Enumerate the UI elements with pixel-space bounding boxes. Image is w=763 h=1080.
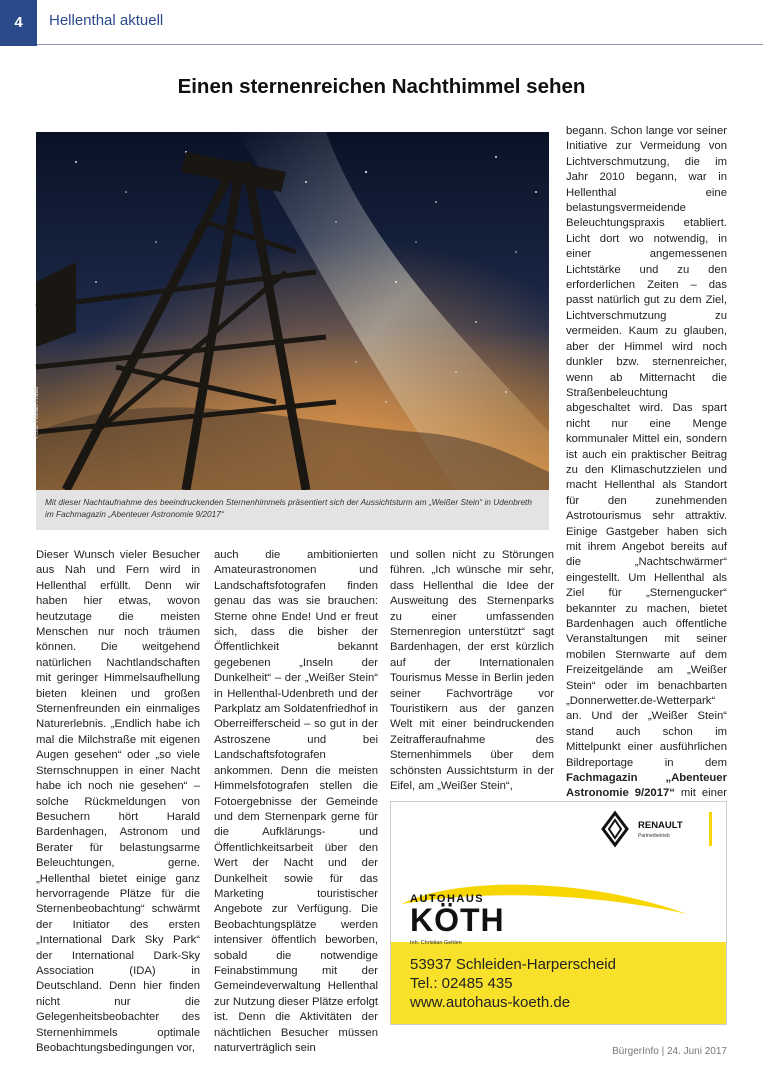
photo-caption: Mit dieser Nachtaufnahme des beeindruckenden Sternenhimmels präsentiert sich der Aussichtsturm am „Weißer Stein“ in Udenbreth im Fachmagazin „Abenteuer Astronomie 9/2017“ xyxy=(36,490,549,530)
renault-brand: RENAULT xyxy=(638,820,683,831)
column-4-text: begann. Schon lange vor seiner Initiative zur Vermeidung von Lichtverschmutzung, die im Jahr 2010 begann, war in Hellenthal eine belastungsvermeidende Beleuchtungspraxis etabliert. Licht dort wo notwendig, in einer angemessenen Lichtstärke und zu den erforderlichen Zeiten – das passt natürlich gut zu dem Ziel, Lichtverschmutzung zu vermeiden. Kaum zu glauben, aber der Himmel wird noch dunkler bzw. sternenreicher, wenn ab Mitternacht die Straßenbeleuchtung abgeschaltet wird. Das spart nicht nur eine Menge kommunaler Mittel ein, sondern ist auch ein praktischer Beitrag zu den Klimaschutzzielen und macht Hellenthal als Standort für den zunehmenden Astrotourismus sehr attraktiv. Einige Gastgeber haben sich mit ihrem Angebot bereits auf die „Nachtschwärmer“ eingestellt. Um Hellenthal als Ziel für „Sternengucker“ bekannter zu machen, bietet Bardenhagen auch öffentliche Veranstaltungen mit seiner mobilen Sternwarte auf dem Freizeitgelände am „Weißer Stein“ oder im benachbarten „Donnerwetter.de-Wetterpark“ an. Und der „Weißer Stein“ stand auch schon im Mittelpunkt einer ausführlichen Bildreportage in dem xyxy=(566,125,727,769)
renault-diamond-icon xyxy=(602,812,628,846)
ad-address: 53937 Schleiden-Harperscheid xyxy=(410,956,616,973)
article-column-3: und sollen nicht zu Störungen führen. „Ich wünsche mir sehr, dass Hellenthal die Idee der Ausweitung des Sternenparks zu einer umfassenden Sternenregion unterstützt“ sagt Bardenhagen, der erst kürzlich auf der Internationalen Tourismus Messe in Berlin jeden seiner Fachvorträge vor Touristikern aus der ganzen Welt mit einer beindruckenden Zeitrafferaufnahme des Sternenhimmels über dem schönsten Aussichtsturm in der Eifel, am „Weißer Stein“, xyxy=(390,549,554,793)
ad-website[interactable]: www.autohaus-koeth.de xyxy=(410,994,571,1011)
night-sky-photo xyxy=(36,132,549,490)
page-number: 4 xyxy=(0,0,37,46)
renault-logo xyxy=(602,812,712,848)
renault-partner: Partnerbetrieb xyxy=(638,833,670,839)
koeth-logo-text: KÖTH xyxy=(410,902,505,938)
autohaus-label: AUTOHAUS xyxy=(410,893,485,905)
owner-name: Inh. Christian Gehlen xyxy=(410,940,462,946)
article-column-2: auch die ambitionierten Amateurastronomen und Landschaftsfotografen finden genau das was sie brauchen: Sterne ohne Ende! Und er freut sich, dass die bisher der Öffentlichkeit bekannt gegebenen „Inseln der Dunkelheit“ – der „Weißer Stein“ in Hellenthal-Udenbreth und der Parkplatz am Soldatenfriedhof in Oberreifferscheid – so gut in der Astroszene und bei Landschaftsfotografen ankommen. Denn die meisten Himmelsfotografen stellen die Fotoergebnisse der Gemeinde und dem Sternenpark gerne für die Aufklärungs- und Öffentlichkeitsarbeit über den Wert der Nacht und der Dunkelheit sowie für das Marketing touristischer Angebote zur Verfügung. Die Beobachtungsplätze werden intensiver öffentlich beworben, sobald die notwendige Feinabstimmung mit der Gemeindeverwaltung Hellenthal zur Nutzung dieser Plätze erfolgt ist. Denn die Aktivitäten der nächtlichen Besucher müssen naturverträglich sein xyxy=(214,549,378,1054)
ad-contact xyxy=(410,955,616,1012)
ad-phone[interactable]: Tel.: 02485 435 xyxy=(410,975,513,992)
header-rule xyxy=(37,44,763,45)
article-column-1: Dieser Wunsch vieler Besucher aus Nah und Fern wird in Hellenthal erfüllt. Denn wir haben hier etwas, wovon heutzutage die meisten Menschen nur noch träumen können. Die weitgehend natürlichen Nachtlandschaften mit geringer Himmelsaufhellung bieten kleinen und großen Sternenfreunden ein einmaliges Naturerlebnis. „Endlich habe ich mal die Milchstraße mit eigenen Augen gesehen“ oder „so viele Sternschnuppen in einer Nacht habe ich noch nie gesehen“ – solche Rückmeldungen von Besuchern hört Harald Bardenhagen, Astronom und Berater für belastungsarme Beleuchtungen, gerne. „Hellenthal bietet einige ganz hervorragende Plätze für die Sternenbeobachtung“ schwärmt der Initiator des ersten „International Dark Sky Park“ der International Dark-Sky Association (IDA) in Deutschland. Denn hier finden nicht nur die Gelegenheitsbeobachter des Sternenhimmels optimale Beobachtungsbedingungen vor, xyxy=(36,549,200,1054)
photo-credit: Foto: Florian Fraaß xyxy=(34,386,40,438)
section-title: Hellenthal aktuell xyxy=(49,12,164,29)
photo-illustration xyxy=(36,132,549,490)
magazine-reference: Fachmagazin „Abenteuer Astronomie 9/2017“ xyxy=(566,772,727,800)
renault-yellow-bar xyxy=(709,812,712,846)
article-column-4 xyxy=(566,124,727,833)
page-footer: BürgerInfo | 24. Juni 2017 xyxy=(612,1046,727,1057)
autohaus-advertisement[interactable] xyxy=(390,801,727,1025)
column-4-end: mit einer xyxy=(680,787,727,800)
article-headline: Einen sternenreichen Nachthimmel sehen xyxy=(177,75,586,98)
